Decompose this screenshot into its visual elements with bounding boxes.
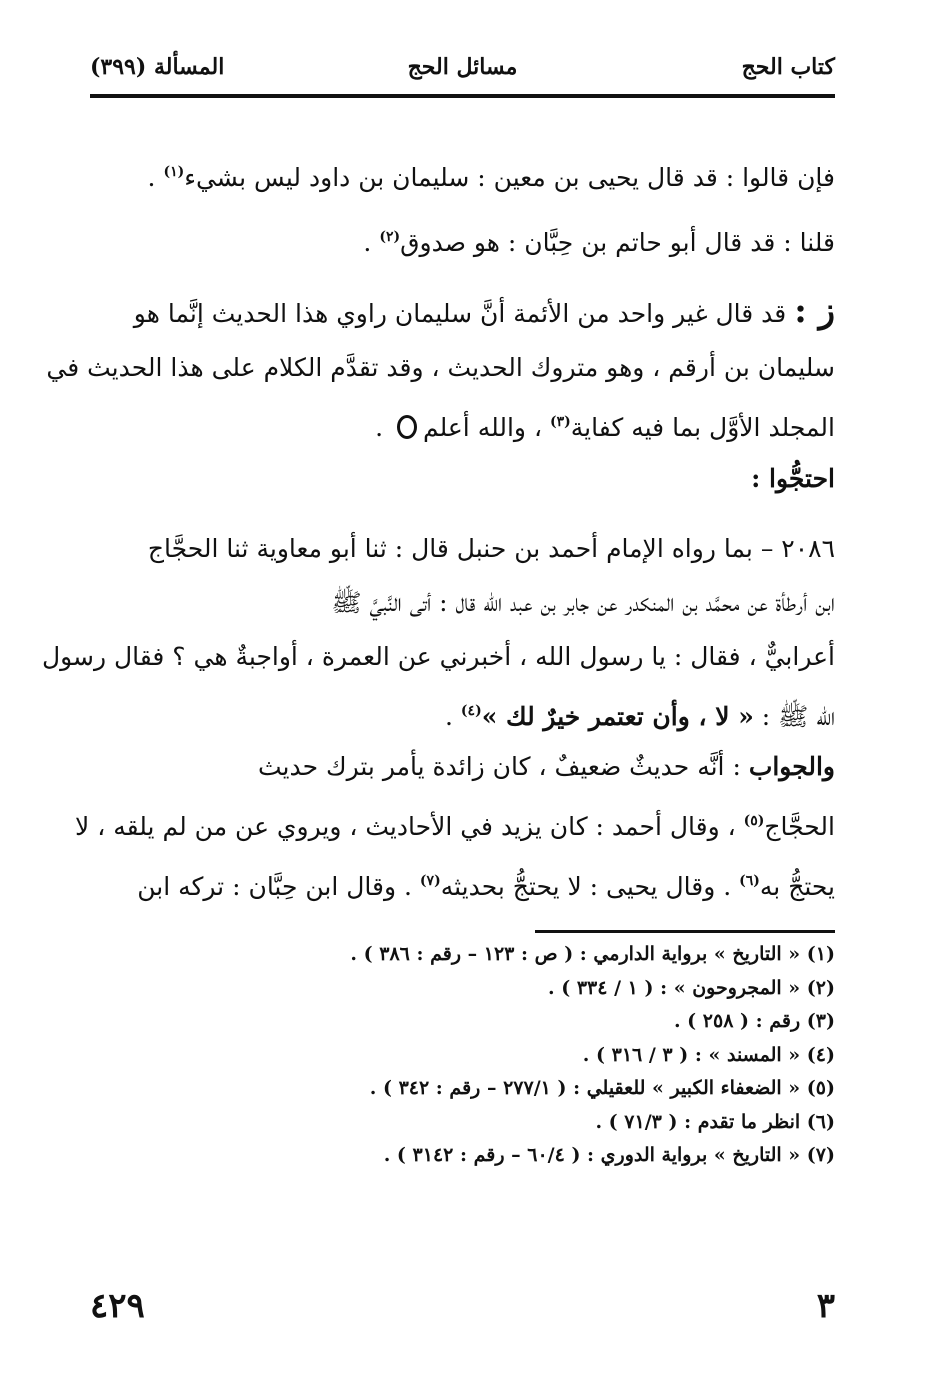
footnote-item: (٤) « المسند » : ( ٣ / ٣١٦ ) . bbox=[582, 1043, 835, 1066]
footnote-ref: (٧) bbox=[419, 873, 441, 889]
text-line: قلنا : قد قال أبو حاتم بن حِبَّان : هو صدوق$^{(٢)}$ . bbox=[363, 228, 835, 257]
footnote-ref: (٣) bbox=[549, 414, 571, 430]
footnote-item: (٢) « المجروحون » : ( ١ / ٣٣٤ ) . bbox=[548, 976, 835, 999]
text-line: المجلد الأوَّل بما فيه كفاية$^{(٣)}$ ، والله أعلم . bbox=[375, 413, 835, 442]
header-chapter-title: مسائل الحج bbox=[407, 54, 518, 80]
footnote-ref: (٥) bbox=[743, 813, 765, 829]
footnote-ref: (١) bbox=[163, 164, 185, 180]
text-line: الحجَّاج$^{(٥)}$ ، وقال أحمد : كان يزيد في الأحاديث ، ويروي عن من لم يلقه ، لا bbox=[75, 812, 835, 841]
volume-number: ٣ bbox=[816, 1286, 835, 1326]
page-number: ٤٢٩ bbox=[90, 1286, 145, 1326]
footnote-ref: (٤) bbox=[460, 703, 482, 719]
end-circle-icon bbox=[397, 415, 417, 439]
text-line: يحتجُّ به$^{(٦)}$ . وقال يحيى : لا يحتجُّ بحديثه$^{(٧)}$ . وقال ابن حِبَّان : تركه ابن bbox=[137, 872, 835, 901]
paragraph-addendum bbox=[46, 284, 835, 455]
text-line: والجواب : أنَّه حديثٌ ضعيفٌ ، كان زائدة يأمر بترك حديث bbox=[257, 752, 835, 781]
running-header bbox=[90, 50, 835, 90]
text-line: سليمان بن أرقم ، وهو متروك الحديث ، وقد تقدَّم الكلام على هذا الحديث في bbox=[46, 353, 835, 382]
text-line: ٢٠٨٦ – بما رواه الإمام أحمد بن حنبل قال : ثنا أبو معاوية ثنا الحجَّاج bbox=[147, 534, 835, 563]
paragraph-objection bbox=[90, 145, 835, 205]
header-book-title: كتاب الحج bbox=[741, 54, 835, 80]
text-line: أعرابيٌّ ، فقال : يا رسول الله ، أخبرني عن العمرة ، أواجبةٌ هي ؟ فقال رسول bbox=[41, 642, 835, 671]
paragraph-answer bbox=[75, 740, 835, 914]
footnote-item: (٣) رقم : ( ٢٥٨ ) . bbox=[673, 1010, 835, 1032]
footnote-item: (٧) « التاريخ » برواية الدوري : ( ٦٠/٤ – رقم : ٣١٤٢ ) . bbox=[383, 1144, 835, 1166]
paragraph-reply bbox=[90, 210, 835, 270]
addendum-mark: ز : bbox=[794, 291, 835, 331]
footnote-item: (١) « التاريخ » برواية الدارمي : ( ص : ١٢٣ – رقم : ٣٨٦ ) . bbox=[350, 943, 835, 965]
footnote-ref: (٦) bbox=[739, 873, 760, 889]
text-line: ابن أرطأة عن محمَّد بن المنكدر عن جابر بن عبد الله قال : أتى النَّبيَّ ﷺ bbox=[331, 588, 835, 617]
header-rule bbox=[90, 94, 835, 98]
section-heading bbox=[90, 452, 835, 506]
footnote-item: (٦) انظر ما تقدم : ( ٧١/٣ ) . bbox=[595, 1110, 835, 1133]
footnote-item: (٥) « الضعفاء الكبير » للعقيلي : ( ٢٧٧/١ – رقم : ٣٤٢ ) . bbox=[369, 1077, 835, 1099]
hadith-quote: « لا ، وأن تعتمر خيرٌ لك » bbox=[481, 702, 754, 731]
text-line: فإن قالوا : قد قال يحيى بن معين : سليمان بن داود ليس بشيء$^{(١)}$ . bbox=[147, 163, 835, 192]
text-line: ز : قد قال غير واحد من الأئمة أنَّ سليمان راوي هذا الحديث إنَّما هو bbox=[133, 291, 835, 331]
footnote-ref: (٢) bbox=[379, 229, 401, 245]
footnotes bbox=[90, 938, 835, 1173]
text-line: الله ﷺ : « لا ، وأن تعتمر خيرٌ لك »$^{(٤)}$ . bbox=[445, 702, 835, 731]
heading-text: احتجُّوا : bbox=[751, 464, 835, 493]
header-issue-number: المسألة (٣٩٩) bbox=[90, 54, 225, 80]
paragraph-hadith bbox=[41, 522, 835, 744]
footnote-rule bbox=[535, 930, 835, 933]
